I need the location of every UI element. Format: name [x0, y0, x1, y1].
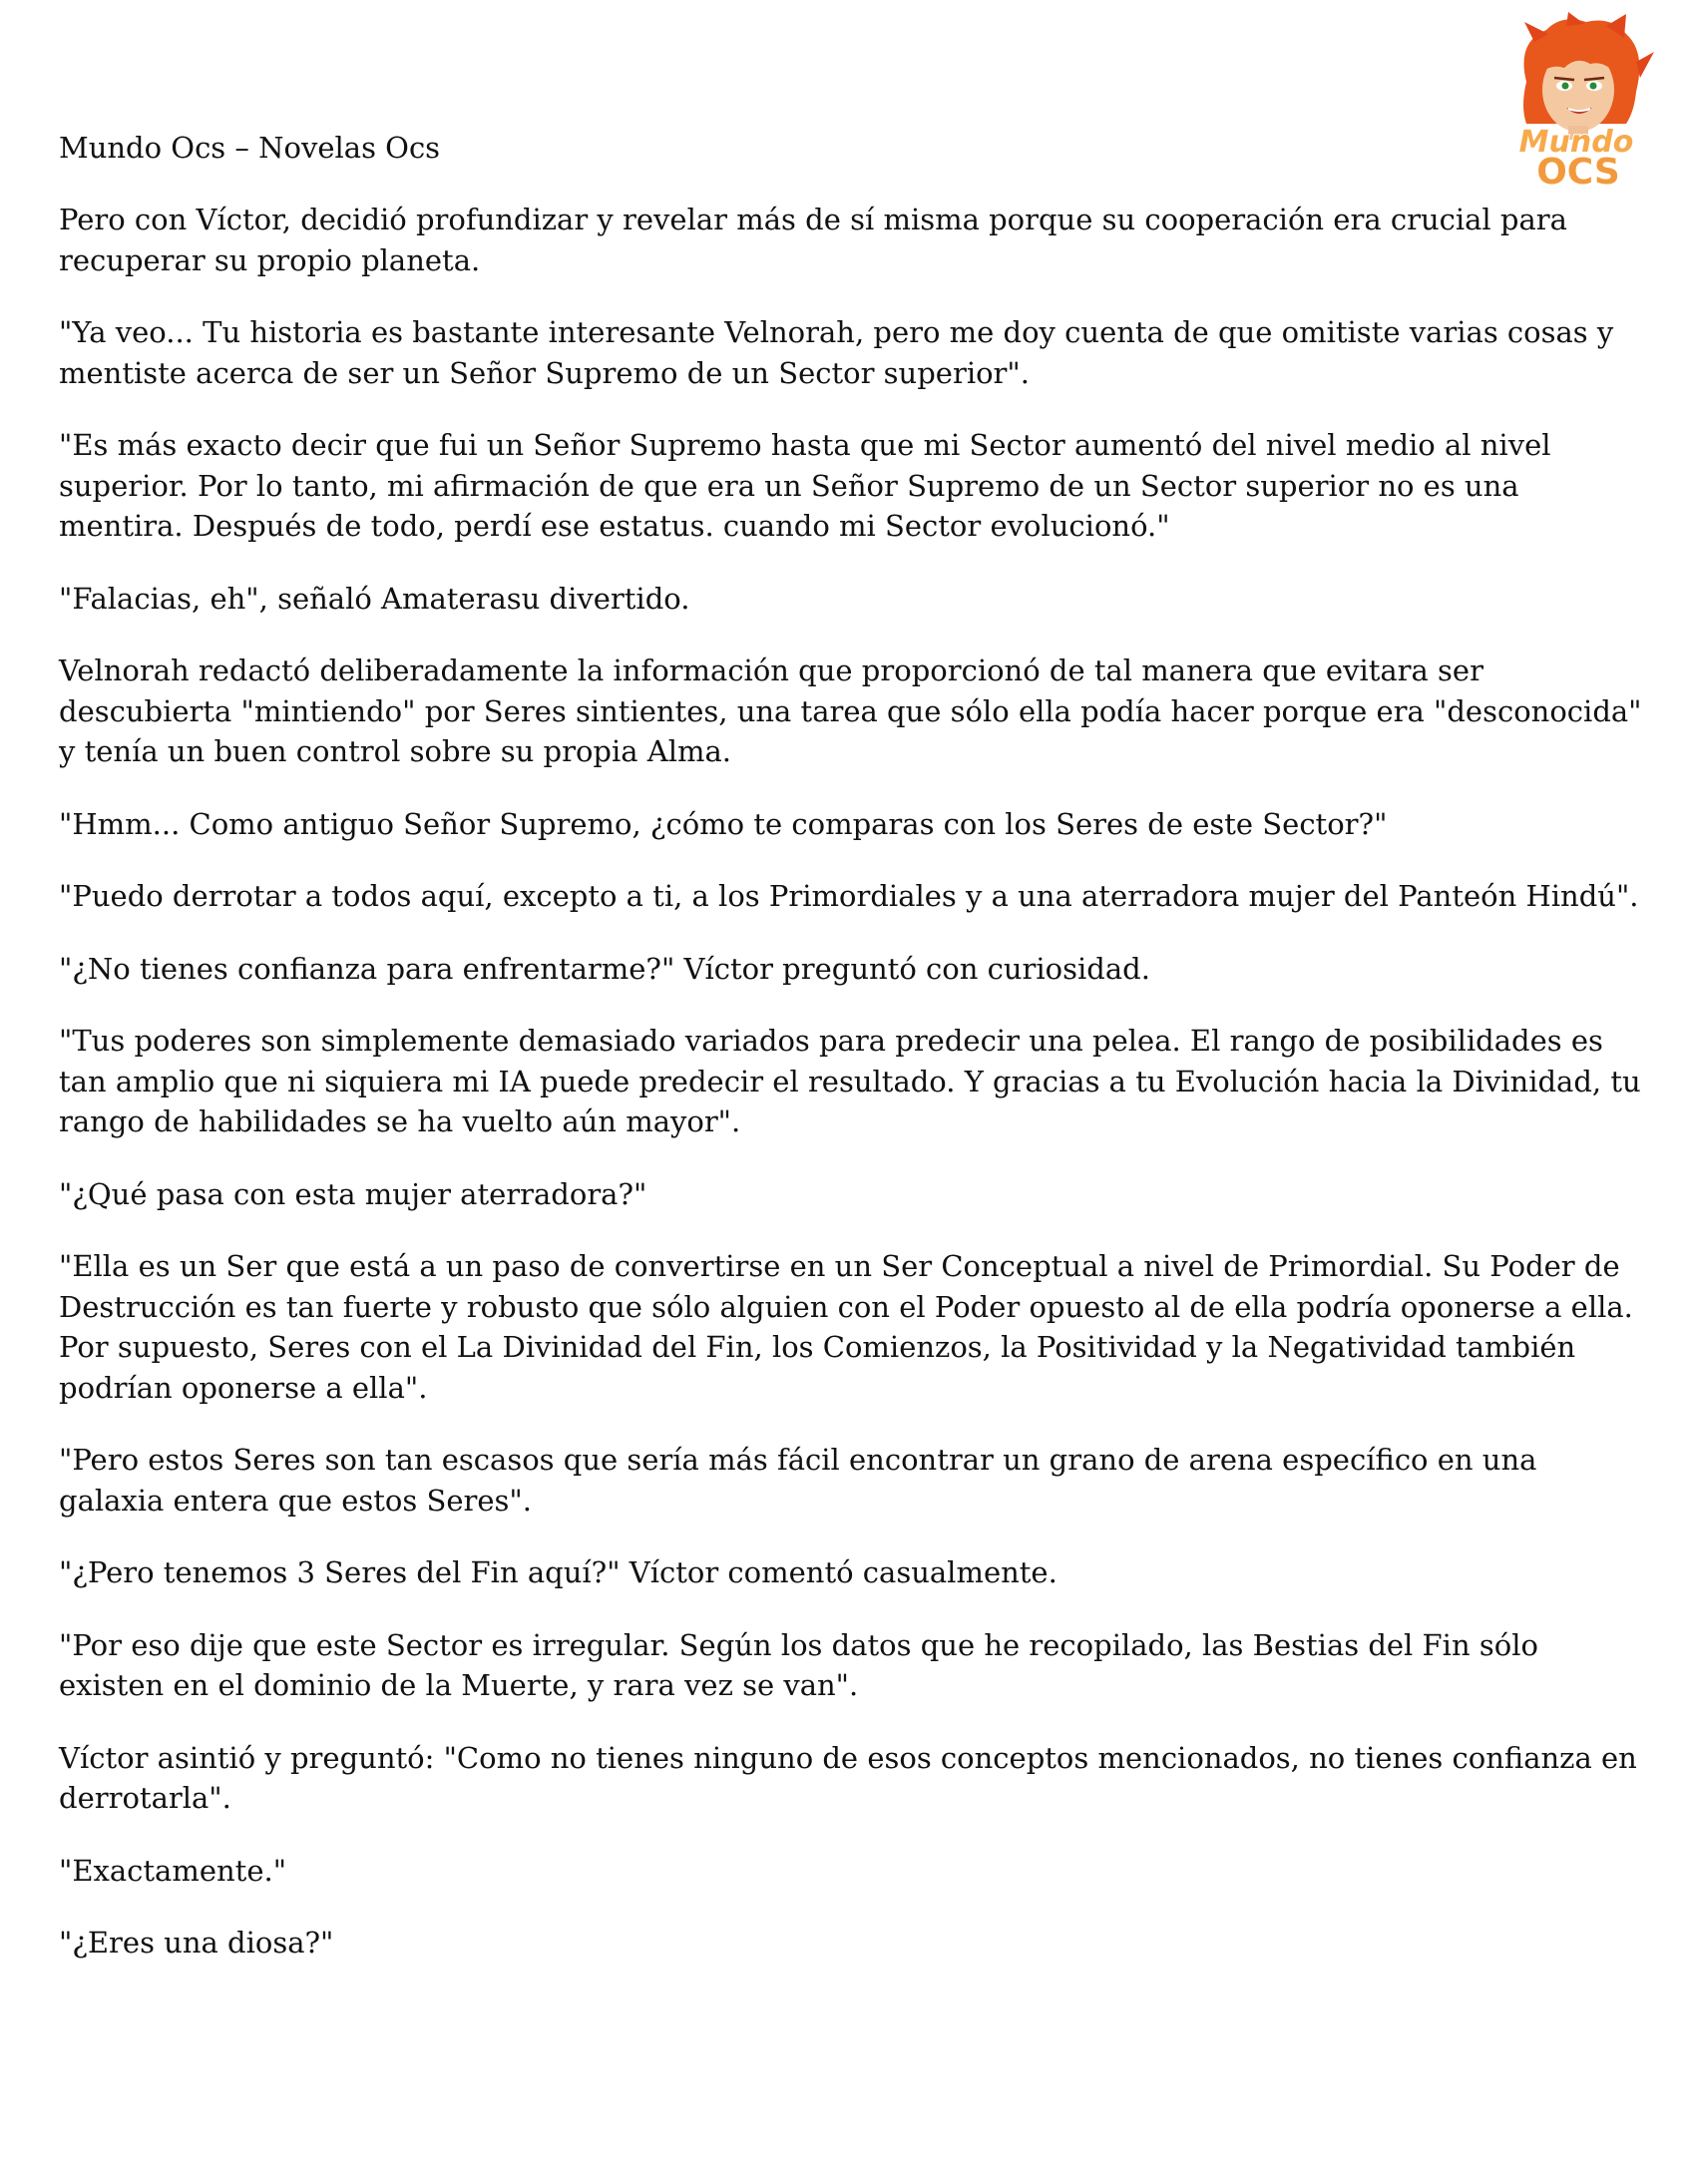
paragraph: Víctor asintió y preguntó: "Como no tienes ninguno de esos conceptos mencionados, no tienes confianza en derrotarla".	[59, 1740, 1637, 1815]
paragraph: "Es más exacto decir que fui un Señor Supremo hasta que mi Sector aumentó del nivel medio al nivel superior. Por lo tanto, mi afirmación de que era un Señor Supremo de un Sector superior no es una mentira. Después de todo, perdí ese estatus. cuando mi Sector evolucionó."	[59, 428, 1551, 543]
paragraph: "Por eso dije que este Sector es irregular. Según los datos que he recopilado, las Bestias del Fin sólo existen en el dominio de la Muerte, y rara vez se van".	[59, 1627, 1538, 1702]
paragraph: "¿Pero tenemos 3 Seres del Fin aquí?" Víctor comentó casualmente.	[59, 1555, 1057, 1589]
paragraph: Pero con Víctor, decidió profundizar y revelar más de sí misma porque su cooperación era crucial para recuperar su propio planeta.	[59, 203, 1567, 277]
paragraph: "Pero estos Seres son tan escasos que sería más fácil encontrar un grano de arena específico en una galaxia entera que estos Seres".	[59, 1443, 1537, 1518]
avatar-logo-icon	[1486, 12, 1666, 190]
svg-text:Mundo: Mundo	[1518, 125, 1634, 160]
svg-text:OCS: OCS	[1536, 152, 1620, 190]
paragraph: Velnorah redactó deliberadamente la información que proporcionó de tal manera que evitara ser descubierta "mintiendo" por Seres sintientes, una tarea que sólo ella podía hacer porque era "desconocida" y tenía un buen control sobre su propia Alma.	[59, 654, 1642, 768]
site-logo	[1486, 12, 1666, 190]
site-header-title: Mundo Ocs – Novelas Ocs	[59, 131, 441, 165]
paragraph: "¿No tienes confianza para enfrentarme?" Víctor preguntó con curiosidad.	[59, 951, 1150, 986]
paragraph: "¿Qué pasa con esta mujer aterradora?"	[59, 1176, 647, 1211]
paragraph: "Puedo derrotar a todos aquí, excepto a ti, a los Primordiales y a una aterradora mujer del Panteón Hindú".	[59, 879, 1639, 913]
paragraph: "Tus poderes son simplemente demasiado variados para predecir una pelea. El rango de posibilidades es tan amplio que ni siquiera mi IA puede predecir el resultado. Y gracias a tu Evolución hacia la Divinidad, tu rango de habilidades se ha vuelto aún mayor".	[59, 1024, 1641, 1138]
paragraph: "Hmm... Como antiguo Señor Supremo, ¿cómo te comparas con los Seres de este Sector?"	[59, 806, 1388, 841]
paragraph: "Ya veo... Tu historia es bastante interesante Velnorah, pero me doy cuenta de que omitiste varias cosas y mentiste acerca de ser un Señor Supremo de un Sector superior".	[59, 315, 1614, 390]
paragraph: "Ella es un Ser que está a un paso de convertirse en un Ser Conceptual a nivel de Primordial. Su Poder de Destrucción es tan fuerte y robusto que sólo alguien con el Poder opuesto al de ella podría oponerse a ella. Por supuesto, Seres con el La Divinidad del Fin, los Comienzos, la Positividad y la Negatividad también podrían oponerse a ella".	[59, 1249, 1633, 1405]
story-body	[59, 200, 1645, 1995]
paragraph: "Exactamente."	[59, 1853, 287, 1888]
paragraph: "¿Eres una diosa?"	[59, 1926, 334, 1960]
paragraph: "Falacias, eh", señaló Amaterasu divertido.	[59, 581, 690, 616]
